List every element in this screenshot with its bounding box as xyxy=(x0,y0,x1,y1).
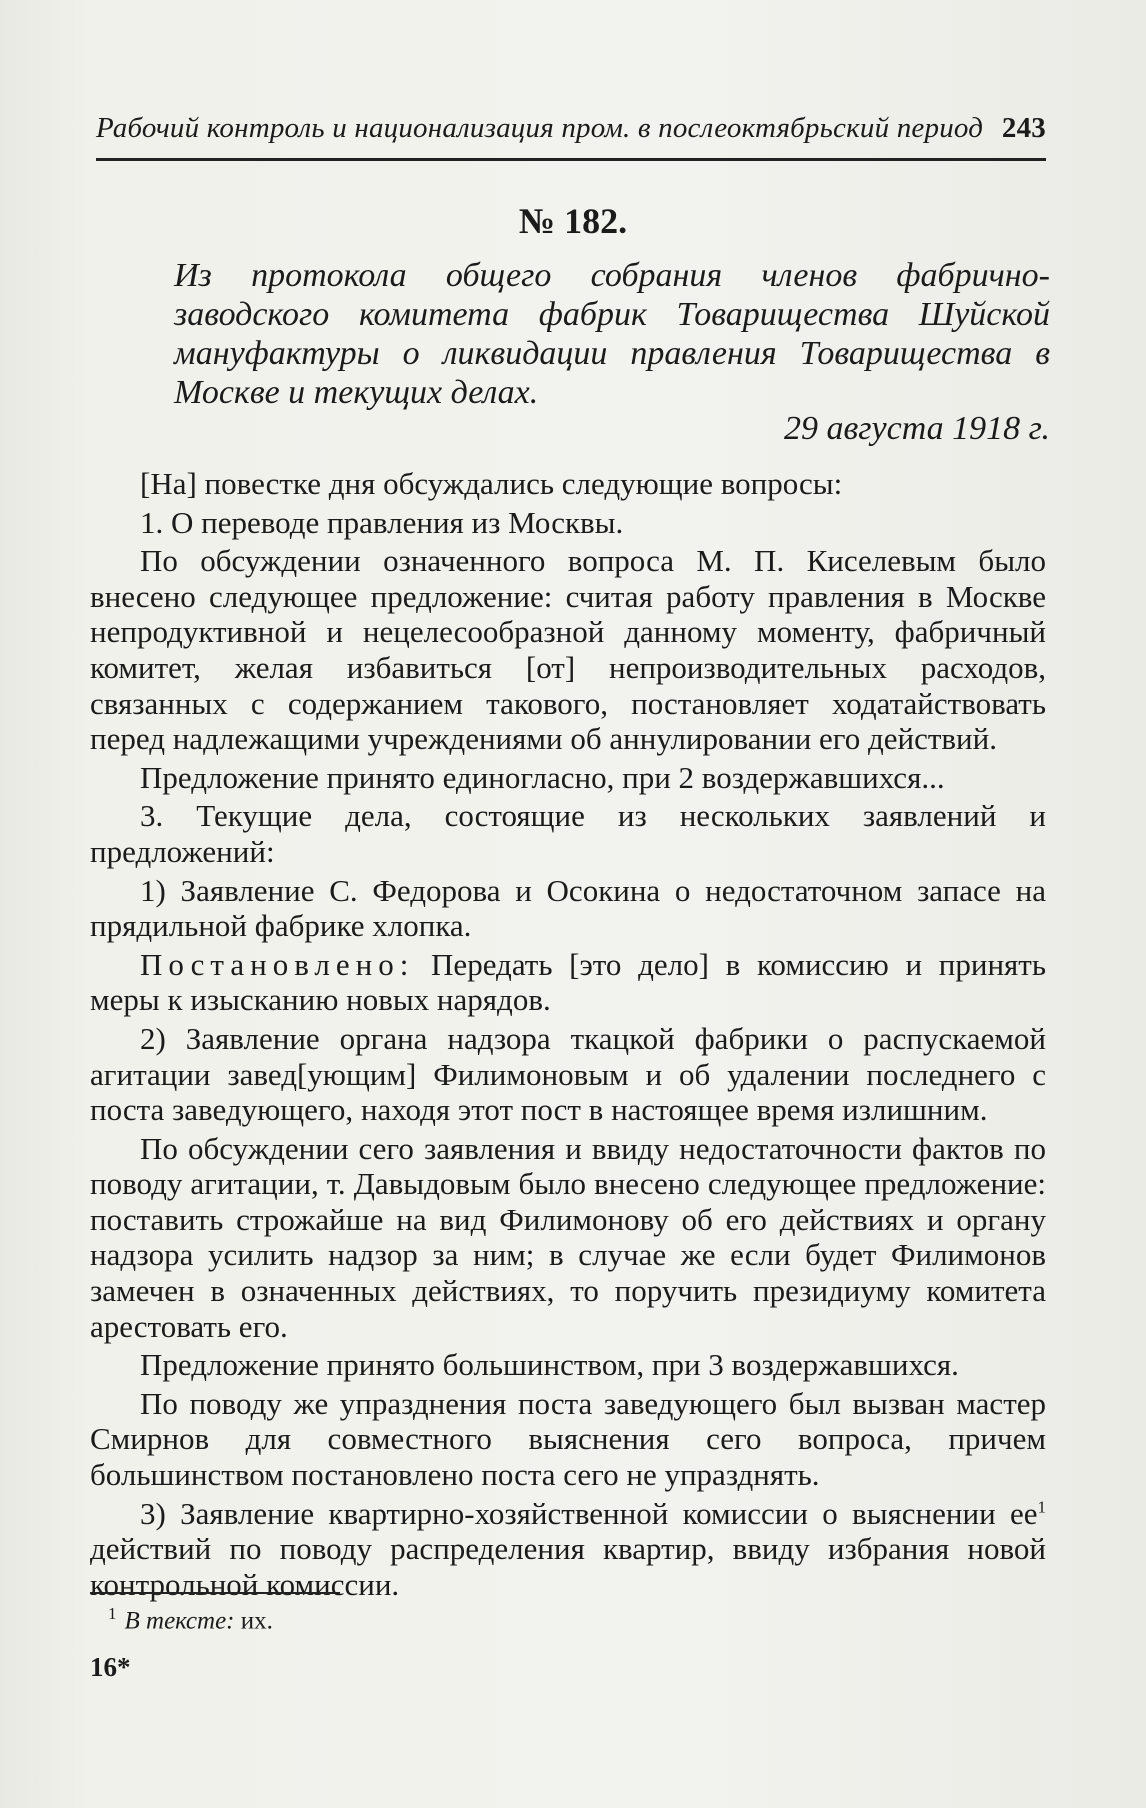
page-number: 243 xyxy=(1001,112,1046,144)
paragraph-text: 3) Заявление квартирно-хозяйственной комиссии о выяснении ее xyxy=(140,1495,1038,1531)
paragraph-text: 1) Заявление С. Федорова и Осокина о недостаточном запасе на прядильной фабрике хлопка. xyxy=(90,872,1046,944)
running-head xyxy=(96,112,1046,145)
body-paragraph xyxy=(90,1347,1046,1383)
footnote-mark: 1 xyxy=(108,1604,117,1623)
body-paragraph xyxy=(90,505,1046,541)
body-paragraph xyxy=(90,543,1046,757)
body-paragraph xyxy=(90,1131,1046,1345)
paragraph-text-continued: действий по поводу распределения квартир, ввиду избрания новой контрольной комиссии. xyxy=(90,1531,1046,1602)
body-paragraph xyxy=(90,466,1046,502)
running-head-title: Рабочий контроль и национализация пром. в послеоктябрьский период xyxy=(96,112,984,144)
spaced-keyword: Постановлено: xyxy=(140,946,415,982)
body-paragraph xyxy=(90,760,1046,796)
body-paragraph xyxy=(90,1386,1046,1493)
body-paragraph xyxy=(90,873,1046,944)
footnote-text: их. xyxy=(234,1607,273,1635)
body-paragraph xyxy=(90,947,1046,1018)
paragraph-text: 3. Текущие дела, состоящие из нескольких заявлений и предложений: xyxy=(90,798,1046,869)
footnote-reference: 1 xyxy=(1037,1497,1046,1517)
body-paragraph xyxy=(90,798,1046,869)
header-rule xyxy=(96,158,1046,161)
signature-mark: 16* xyxy=(90,1652,131,1682)
footnote xyxy=(108,1604,273,1635)
paragraph-text: По обсуждении означенного вопроса М. П. Киселевым было внесено следующее предложение: считая работу правления в Москве непродуктивной и нецелесообразной данному моменту, фабричный комитет, желая избавиться [от] непроизводительных расходов, связанных с содержанием такового, постановляет ходатайствовать перед надлежащими учреждениями об аннулировании его действий. xyxy=(90,543,1046,757)
paragraph-text: 2) Заявление органа надзора ткацкой фабрики о распускаемой агитации завед[ующим] Филимоновым и об удалении последнего с поста заведующего, находя этот пост в настоящее время излишним. xyxy=(90,1020,1046,1128)
paragraph-text: По обсуждении сего заявления и ввиду недостаточности фактов по поводу агитации, т. Давыдовым было внесено следующее предложение: поставить строжайше на вид Филимонову об его действиях и органу надзора усилить надзор за ним; в случае же если будет Филимонов замечен в означенных действиях, то поручить президиуму комитета арестовать его. xyxy=(90,1130,1046,1344)
document-body xyxy=(90,466,1046,1605)
paragraph-text: Предложение принято большинством, при 3 воздержавшихся. xyxy=(140,1347,959,1383)
paragraph-text: 1. О переводе правления из Москвы. xyxy=(140,504,624,540)
footnote-rule xyxy=(90,1592,340,1594)
paragraph-text: Предложение принято единогласно, при 2 воздержавшихся... xyxy=(140,759,945,795)
paragraph-text: По поводу же упразднения поста заведующего был вызван мастер Смирнов для совместного выяснения сего вопроса, причем большинством постановлено поста сего не упразднять. xyxy=(90,1385,1046,1493)
body-paragraph xyxy=(90,1021,1046,1128)
footnote-label: В тексте: xyxy=(124,1607,235,1635)
document-date: 29 августа 1918 г. xyxy=(784,410,1050,447)
paragraph-text: [На] повестке дня обсуждались следующие вопросы: xyxy=(140,466,843,501)
document-number: № 182. xyxy=(518,201,628,241)
body-paragraph xyxy=(90,1496,1046,1603)
paragraph-text: Передать [это дело] в комиссию и принять меры к изысканию новых нарядов. xyxy=(90,946,1046,1018)
document-title: Из протокола общего собрания членов фабрично-заводского комитета фабрик Товарищества Шуйской мануфактуры о ликвидации правления Товарищества в Москве и текущих делах. xyxy=(174,257,1050,411)
